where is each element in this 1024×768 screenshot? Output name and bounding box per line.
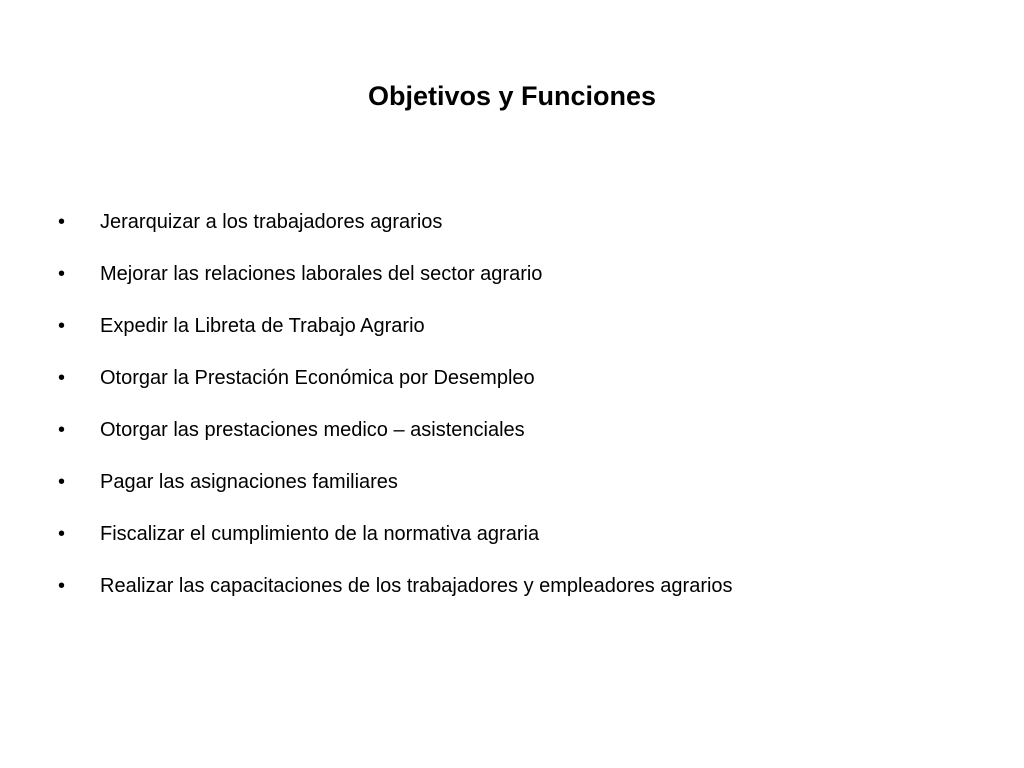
- bullet-icon: •: [58, 315, 66, 337]
- bullet-text: Fiscalizar el cumplimiento de la normativa agraria: [100, 523, 540, 545]
- bullet-text: Otorgar la Prestación Económica por Desempleo: [100, 367, 535, 389]
- bullet-icon: •: [58, 211, 66, 233]
- bullet-text: Otorgar las prestaciones medico – asistenciales: [100, 419, 525, 441]
- bullet-item: [58, 404, 998, 456]
- bullet-icon: •: [58, 471, 66, 493]
- bullet-icon: •: [58, 263, 66, 285]
- bullet-item: [58, 196, 998, 248]
- bullet-item: [58, 456, 998, 508]
- bullet-text: Pagar las asignaciones familiares: [100, 471, 398, 493]
- bullet-item: [58, 352, 998, 404]
- bullet-icon: •: [58, 367, 66, 389]
- bullet-text: Expedir la Libreta de Trabajo Agrario: [100, 315, 425, 337]
- slide-title: Objetivos y Funciones: [367, 81, 657, 111]
- bullet-icon: •: [58, 523, 66, 545]
- bullet-icon: •: [58, 575, 66, 597]
- bullet-text: Jerarquizar a los trabajadores agrarios: [100, 211, 443, 233]
- bullet-text: Realizar las capacitaciones de los trabajadores y empleadores agrarios: [100, 575, 733, 597]
- bullet-item: [58, 300, 998, 352]
- bullet-item: [58, 248, 998, 300]
- bullet-item: [58, 508, 998, 560]
- bullet-list: [58, 196, 998, 612]
- bullet-item: [58, 560, 998, 612]
- bullet-icon: •: [58, 419, 66, 441]
- bullet-text: Mejorar las relaciones laborales del sector agrario: [100, 263, 543, 285]
